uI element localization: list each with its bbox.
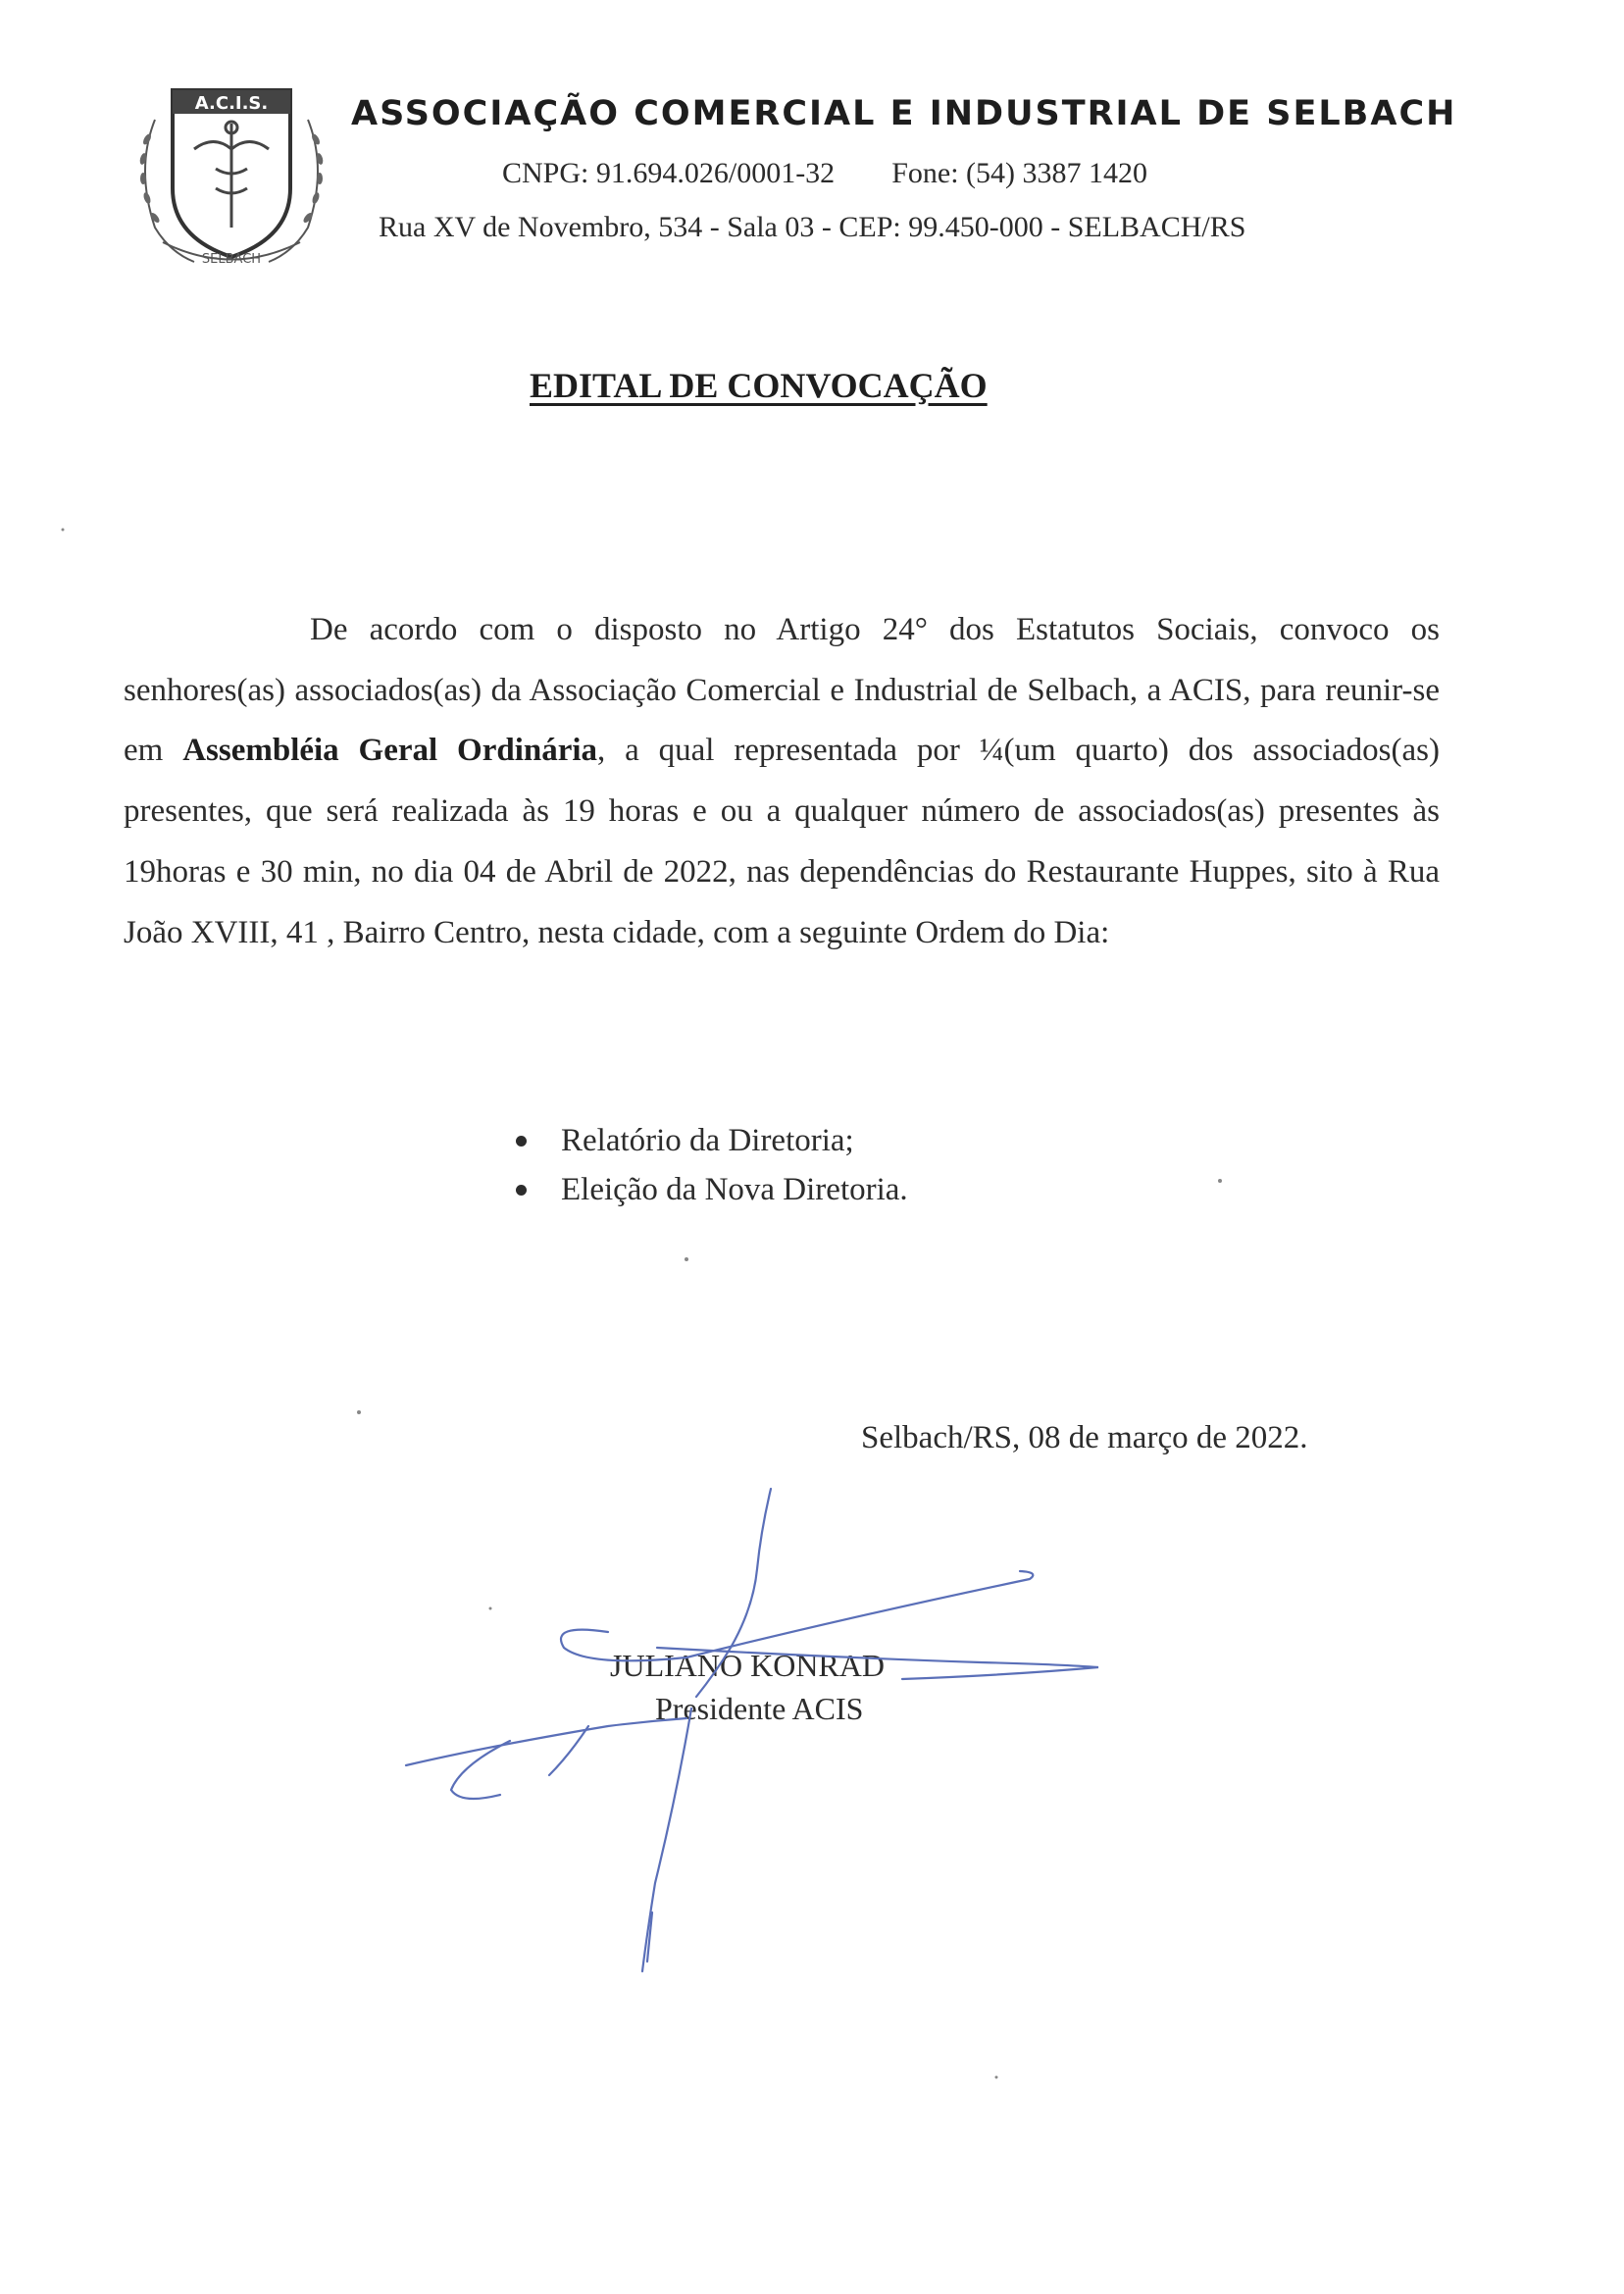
signer-name: JULIANO KONRAD: [610, 1648, 885, 1683]
organization-name: ASSOCIAÇÃO COMERCIAL E INDUSTRIAL DE SELBACH: [351, 94, 1457, 133]
agenda-item-label: Eleição da Nova Diretoria.: [561, 1172, 908, 1207]
agenda-item: [510, 1116, 908, 1165]
signer-role: Presidente ACIS: [655, 1691, 864, 1726]
svg-text:A.C.I.S.: A.C.I.S.: [194, 93, 269, 114]
agenda-item: [510, 1165, 908, 1214]
assembly-name: Assembléia Geral Ordinária: [182, 733, 598, 769]
convocation-paragraph: [124, 600, 1440, 963]
phone-number: Fone: (54) 3387 1420: [891, 157, 1148, 189]
acis-logo: [126, 80, 337, 277]
cnpj-number: CNPG: 91.694.026/0001-32: [502, 157, 836, 189]
agenda-item-label: Relatório da Diretoria;: [561, 1123, 854, 1158]
address-line: Rua XV de Novembro, 534 - Sala 03 - CEP: 99.450-000 - SELBACH/RS: [379, 211, 1246, 243]
bullet-icon: [516, 1136, 527, 1147]
document-title: EDITAL DE CONVOCAÇÃO: [530, 366, 988, 405]
agenda-list: [510, 1116, 908, 1214]
place-and-date: Selbach/RS, 08 de março de 2022.: [861, 1420, 1308, 1455]
paragraph-text-end: , a qual representada por ¼(um quarto) dos associados(as) presentes, que será realizada às 19 horas e ou a qualquer número de associados(as) presentes às 19horas e 30 min, no dia 04 de Abril de 2022, nas dependências do Restaurante Huppes, sito à Rua João XVIII, 41 , Bairro Centro, nesta cidade, com a seguinte Ordem do Dia:: [124, 733, 1440, 950]
bullet-icon: [516, 1185, 527, 1196]
registration-line: [502, 157, 1147, 190]
svg-text:SELBACH: SELBACH: [201, 252, 262, 267]
paragraph-text-start: De acordo com o disposto no Artigo 24° dos Estatutos Sociais, convoco os senhores(as) associados(as) da Associação Comercial e Industrial de Selbach, a ACIS, para reunir-se em: [124, 612, 1440, 769]
